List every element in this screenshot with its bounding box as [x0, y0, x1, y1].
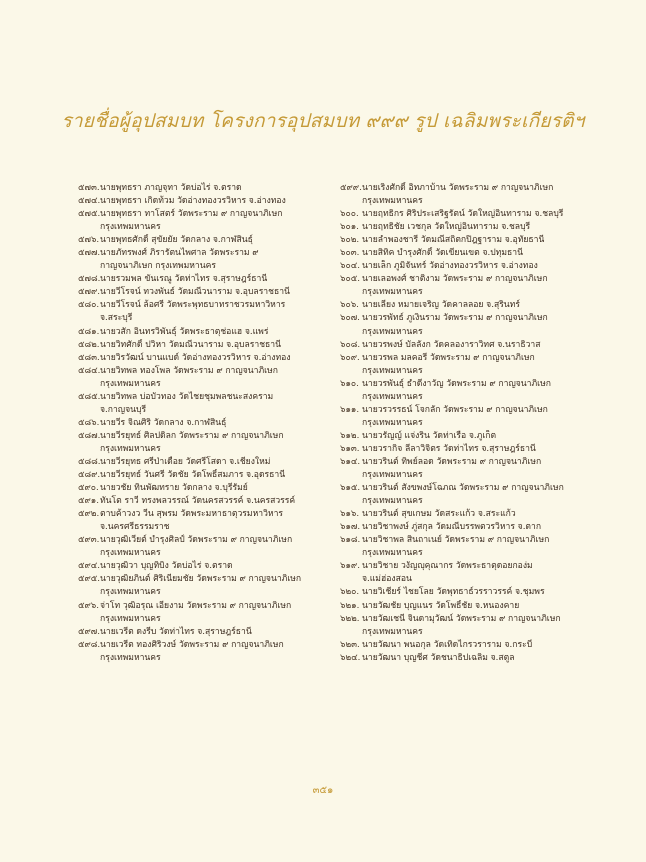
entry-number: ๖๒๔. — [340, 652, 361, 663]
entry-text: นายวีโรจน์ ล้อศรี วัดพระพุทธบาทราชวรมหาวิหาร — [100, 300, 286, 311]
list-item — [78, 443, 332, 456]
entry-text: นายพุทธรา เกิดท้วม วัดอ่างทองวรวิหาร จ.อ่างทอง — [100, 196, 286, 207]
entry-text: นายวุฒิเวียต์ บำรุงศิลป์ วัดพระราม ๙ กาญจนาภิเษก — [100, 535, 293, 546]
entry-text: นายเริงศักดิ์ อิทภาบ้าน วัดพระราม ๙ กาญจนาภิเษก — [362, 183, 554, 193]
right-column — [340, 182, 610, 665]
list-item — [78, 260, 332, 273]
entry-number: ๖๑๒. — [340, 430, 360, 441]
entry-number: ๖๐๒. — [340, 235, 360, 246]
entry-number — [340, 391, 362, 404]
entry-number — [78, 221, 100, 234]
entry-number: ๕๙๔. — [78, 561, 101, 572]
entry-text: นายเล็ก ภูมิจันทร์ วัดอ่างทองวรวิหาร จ.อ่างทอง — [362, 261, 538, 272]
entry-number — [340, 547, 362, 560]
list-item — [340, 260, 610, 273]
entry-number: ๖๐๖. — [340, 300, 359, 311]
entry-number: ๖๑๐. — [340, 378, 359, 389]
entry-text: นายเวรีต ดงรีบ วัดท่าไทร จ.สุราษฎร์ธานี — [100, 626, 252, 637]
entry-number: ๕๙๕. — [78, 574, 101, 585]
list-item — [78, 573, 332, 586]
list-item — [340, 299, 610, 312]
list-item — [78, 286, 332, 299]
entry-number: ๕๘๖. — [78, 417, 100, 428]
entry-text: นายเลียง หมายเจริญ วัดคาลลอย จ.สุรินทร์ — [362, 300, 520, 311]
page-title: รายชื่อผู้อุปสมบท โครงการอุปสมบท ๙๙๙ รูป เฉลิมพระเกียรติฯ — [61, 110, 585, 132]
entry-number — [340, 626, 362, 639]
entry-text: นายวัฒชัย บุญแนร วัดโพธิ์ชัย จ.หนองคาย — [362, 600, 520, 611]
list-item — [78, 521, 332, 534]
list-item — [78, 495, 332, 508]
entry-text: นายวิเชียร์ ไชยโลย วัดพุทธาธ์วรราวรรค์ จ.ชุมพร — [362, 587, 545, 598]
entry-text: นายวรพันธ์ุ ธำดีงาวัญ วัดพระราม ๙ กาญจนาภิเษก — [362, 378, 551, 389]
list-item — [78, 299, 332, 312]
entry-text: นายวรพงษ์ บัลลังก วัดคลองาราวิทศ จ.นราธิวาส — [362, 339, 541, 350]
entry-text: กรุงเทพมหานคร — [362, 391, 423, 402]
list-item — [340, 482, 610, 495]
list-item — [340, 339, 610, 352]
entry-text: กรุงเทพมหานคร — [362, 626, 423, 637]
entry-text: นายสิทิค บำรุงศักดิ์ วัดเขียนเขต จ.ปทุมธานี — [362, 248, 523, 259]
entry-text: นายเลอพงศ์ ชาติงาม วัดพระราม ๙ กาญจนาภิเษก — [362, 274, 548, 285]
list-item — [78, 586, 332, 599]
entry-text: นายวิทศักดิ์ ปวิหา วัดมณีวนาราม จ.อุบลราชธานี — [100, 339, 281, 350]
list-item — [340, 312, 610, 325]
entry-number: ๖๒๒. — [340, 613, 360, 624]
entry-text: นายฤทธิกร ศิริประเสริฐรัตน์ วัดใหญ่อินทาราม จ.ชลบุรี — [362, 209, 564, 220]
list-item — [340, 469, 610, 482]
entry-number: ๖๒๓. — [340, 639, 360, 650]
entry-number — [78, 613, 100, 626]
entry-text: กรุงเทพมหานคร — [362, 470, 423, 481]
entry-number: ๕๙๒. — [78, 509, 100, 520]
entry-text: กรุงเทพมหานคร — [362, 548, 423, 559]
page-number: ๓๕๑ — [312, 785, 334, 796]
entry-text: จ.แม่ฮ่องสอน — [362, 574, 412, 585]
list-item — [78, 273, 332, 286]
list-item — [340, 547, 610, 560]
entry-text: กรุงเทพมหานคร — [362, 287, 423, 298]
entry-number: ๕๗๗. — [78, 248, 101, 259]
entry-text: นายฤทธิชัย เวชกุล วัดใหญ่อินทาราม จ.ชลบุรี — [362, 222, 531, 233]
entry-number: ๖๐๓. — [340, 248, 360, 259]
left-column — [78, 182, 332, 665]
list-item — [78, 417, 332, 430]
entry-text: กรุงเทพมหานคร — [100, 548, 161, 559]
entry-text: นายพุทธรา ทาโสตร์ วัดพระราม ๙ กาญจนาภิเษก — [100, 209, 283, 220]
entry-number: ๕๙๖. — [78, 600, 99, 611]
list-item — [340, 586, 610, 599]
entry-number: ๖๑๗. — [340, 522, 361, 533]
entry-number — [78, 312, 100, 325]
list-item — [340, 560, 610, 573]
entry-text: นายพุทธศักดิ์ สุขัยยัย วัดกลาง จ.กาฬสินธุ์ — [100, 235, 253, 246]
list-item — [340, 221, 610, 234]
entry-number: ๕๙๓. — [78, 535, 100, 546]
entry-text: ตาบค้าวงว วีน สุพรม วัดพระมหาธาตุวรมหาวิหาร — [100, 509, 284, 520]
entry-number: ๖๐๗. — [340, 313, 360, 324]
list-item — [340, 456, 610, 469]
list-item — [340, 208, 610, 221]
entry-text: นายวรพล มลคอรี วัดพระราม ๙ กาญจนาภิเษก — [362, 352, 535, 363]
entry-text: นายวรพัทธ์ ภูเงินราม วัดพระราม ๙ กาญจนาภิเษก — [362, 313, 548, 324]
entry-text: นายวิชาย วงัญญุคุณากร วัดพระธาตุดอยกอง่ม — [362, 561, 533, 572]
entry-text: กรุงเทพมหานคร — [362, 365, 423, 376]
entry-text: นายวัฒเชนี จินดามุวัฒน์ วัดพระราม ๙ กาญจนาภิเษก — [362, 613, 561, 624]
list-item — [340, 391, 610, 404]
list-item — [78, 456, 332, 469]
entry-text: นายวรินต์ สังขพงษ์โฉภณ วัดพระราม ๙ กาญจนาภิเษก — [362, 483, 564, 494]
entry-number: ๕๗๔. — [78, 196, 101, 207]
entry-text: นายลำพองชารี วัดมณีสถิตกปิฎฐาราม จ.อุทัยธานี — [362, 235, 545, 246]
entry-text: นายวิทพล ทองโพล วัดพระราม ๙ กาญจนาภิเษก — [100, 365, 278, 376]
entry-number — [78, 443, 100, 456]
entry-text: นายวรินต์ ทิพย์ลอด วัดพระราม ๙ กาญจนาภิเษก — [362, 456, 542, 467]
entry-number: ๕๘๗. — [78, 430, 101, 441]
entry-number — [340, 469, 362, 482]
list-item — [78, 560, 332, 573]
list-item — [340, 352, 610, 365]
list-item — [340, 639, 610, 652]
entry-text: นายวีรยุทธ ศรีป่าเดื่อย วัดศรีโสดา จ.เชียงใหม่ — [100, 456, 271, 467]
entry-number: ๕๘๑. — [78, 326, 100, 337]
entry-text: นายวิรวัฒน์ บานแบด์ วัดอ่างทองวรวิหาร จ.อ่างทอง — [100, 352, 291, 363]
entry-text: กรุงเทพมหานคร — [100, 587, 161, 598]
list-item — [340, 286, 610, 299]
entry-number: ๕๗๖. — [78, 235, 100, 246]
entry-text: กาญจนาภิเษก กรุงเทพมหานคร — [100, 261, 216, 272]
list-item — [78, 547, 332, 560]
entry-number: ๖๒๑. — [340, 600, 360, 611]
entry-number: ๕๘๐. — [78, 300, 100, 311]
entry-text: นายวีโรจน์ ทวงพันธ์ วัดมณีวนาราม จ.อุบลราชธานี — [100, 287, 290, 298]
list-item — [78, 639, 332, 652]
entry-text: กรุงเทพมหานคร — [100, 222, 161, 233]
entry-number — [340, 195, 362, 208]
list-item — [78, 326, 332, 339]
entry-number — [78, 586, 100, 599]
entry-text: นายวัฒนา พนอกุล วัดเทิดไกรวราราม จ.กระบี่ — [362, 639, 533, 650]
entry-text: นายวุฒิวา บุญทิบิง วัดบ่อไร่ จ.ตราด — [100, 561, 233, 572]
list-item — [340, 534, 610, 547]
entry-number — [340, 365, 362, 378]
entry-number: ๖๑๔. — [340, 456, 361, 467]
entry-text: นายพุทธรา ภาญจุทา วัดบ่อไร่ จ.ตราด — [100, 183, 242, 193]
entry-text: จ.สระบุรี — [100, 313, 133, 324]
list-item — [340, 573, 610, 586]
entry-number: ๕๙๑. — [78, 496, 99, 507]
list-item — [78, 652, 332, 665]
list-item — [340, 247, 610, 260]
entry-text: นายวีร จิณศิริ วัดกลาง จ.กาฬสินธุ์ — [100, 417, 227, 428]
entry-number: ๕๘๔. — [78, 365, 101, 376]
entry-number — [78, 260, 100, 273]
entry-text: นายวสัก อินทรวิพันธุ์ วัดพระธาตุช่อแฮ จ.แพร่ — [100, 326, 269, 337]
entry-number: ๖๑๘. — [340, 535, 361, 546]
entry-number — [340, 495, 362, 508]
list-item — [340, 365, 610, 378]
entry-number — [78, 547, 100, 560]
entry-number: ๕๙๘. — [78, 639, 101, 650]
entry-number — [340, 286, 362, 299]
entry-number: ๕๙๙. — [340, 183, 362, 193]
entry-number: ๖๐๔. — [340, 261, 360, 272]
entry-number — [78, 404, 100, 417]
list-item — [78, 469, 332, 482]
list-item — [78, 626, 332, 639]
list-item — [78, 508, 332, 521]
list-item — [340, 430, 610, 443]
list-item — [78, 378, 332, 391]
entry-number: ๖๐๙. — [340, 352, 360, 363]
list-item — [78, 613, 332, 626]
list-item — [340, 613, 610, 626]
list-item — [78, 404, 332, 417]
entry-number: ๖๑๕. — [340, 483, 361, 494]
entry-text: นายวีรยุทธ์ วันศรี วัดชัย วัดโพธิ์สมภาร จ.อุดรธานี — [100, 470, 286, 481]
entry-text: นายวิชาพงษ์ ภู่สกุล วัดมณีบรรพตวรวิหาร จ.ตาก — [362, 522, 542, 533]
list-item — [340, 378, 610, 391]
entry-text: จ่าโท วุฒิอรุณ เอียงาม วัดพระราม ๙ กาญจนาภิเษก — [100, 600, 292, 611]
entry-text: นายวรวรรธน์ โจกลัก วัดพระราม ๙ กาญจนาภิเษก — [362, 404, 548, 415]
entry-text: นายรวมพล ขันเรณู วัดท่าไทร จ.สุราษฎร์ธานี — [100, 274, 268, 285]
list-item — [340, 234, 610, 247]
entry-number: ๕๘๒. — [78, 339, 100, 350]
entry-text: นายเวรีต ทองศิริวงษ์ วัดพระราม ๙ กาญจนาภิเษก — [100, 639, 284, 650]
entry-number: ๕๘๘. — [78, 456, 101, 467]
list-item — [78, 482, 332, 495]
list-item — [78, 430, 332, 443]
entry-text: กรุงเทพมหานคร — [100, 613, 161, 624]
entry-text: กรุงเทพมหานคร — [362, 196, 423, 207]
list-item — [78, 195, 332, 208]
list-item — [340, 195, 610, 208]
list-item — [340, 600, 610, 613]
entry-number — [340, 573, 362, 586]
list-item — [340, 626, 610, 639]
entry-number: ๕๙๐. — [78, 483, 99, 494]
entry-number — [340, 417, 362, 430]
entry-number: ๖๑๙. — [340, 561, 360, 572]
list-item — [340, 326, 610, 339]
entry-text: นายวชัย ทินพัฒทราย วัดกลาง จ.บุรีรัมย์ — [100, 483, 248, 494]
list-item — [340, 404, 610, 417]
list-item — [78, 247, 332, 260]
list-item — [78, 312, 332, 325]
list-item — [78, 339, 332, 352]
entry-text: กรุงเทพมหานคร — [100, 652, 161, 663]
entry-text: กรุงเทพมหานคร — [100, 378, 161, 389]
list-item — [78, 208, 332, 221]
entry-text: นายภัทรพงศ์ ภิรารัตนไพศาล วัดพระราม ๙ — [100, 248, 259, 259]
entry-text: นายวรินต์ สุขเกษม วัดสระแก้ว จ.สระแก้ว — [362, 509, 516, 520]
list-item — [78, 234, 332, 247]
entry-text: ทันโต ราวี ทรงพลวรรณ์ วัดนครสวรรค์ จ.นครสวรรค์ — [100, 496, 296, 507]
entry-number — [78, 378, 100, 391]
entry-number: ๕๗๕. — [78, 209, 101, 220]
list-item — [340, 273, 610, 286]
entry-number: ๕๗๘. — [78, 274, 101, 285]
list-item — [340, 495, 610, 508]
entry-number: ๖๐๕. — [340, 274, 360, 285]
entry-text: กรุงเทพมหานคร — [362, 417, 423, 428]
entry-text: กรุงเทพมหานคร — [362, 496, 423, 507]
entry-number: ๖๑๑. — [340, 404, 360, 415]
list-item — [340, 182, 610, 195]
entry-number: ๕๘๕. — [78, 391, 101, 402]
list-item — [340, 521, 610, 534]
entry-text: กรุงเทพมหานคร — [362, 326, 423, 337]
entry-number: ๕๗๓. — [78, 183, 100, 193]
list-item — [78, 365, 332, 378]
entry-text: นายวุฒิยภินต์ ศิริเนียมชัย วัดพระราม ๙ กาญจนาภิเษก — [100, 574, 302, 585]
entry-number — [78, 521, 100, 534]
entry-text: นายวิทพล บ่อบัวทอง วัดไชยชุมพลชนะสงคราม — [100, 391, 274, 402]
entry-number: ๕๘๙. — [78, 470, 101, 481]
list-item — [340, 508, 610, 521]
entry-text: นายวรัญญ์ แจ่งริน วัดท่าเรือ จ.ภูเก็ต — [362, 430, 497, 441]
list-item — [78, 600, 332, 613]
list-item — [78, 221, 332, 234]
list-item — [340, 417, 610, 430]
entry-text: จ.กาญจนบุรี — [100, 404, 147, 415]
entry-number: ๕๘๓. — [78, 352, 100, 363]
entry-number: ๖๒๐. — [340, 587, 360, 598]
entry-number: ๖๐๐. — [340, 209, 359, 220]
list-item — [340, 443, 610, 456]
list-item — [78, 391, 332, 404]
entry-number: ๖๐๑. — [340, 222, 359, 233]
entry-text: นายวัฒนา บุญชีศ วัดชนาธิปเฉลิม จ.สตูล — [362, 652, 515, 663]
entry-text: จ.นครศรีธรรมราช — [100, 522, 170, 533]
entry-number — [78, 652, 100, 665]
entry-number: ๕๗๙. — [78, 287, 100, 298]
list-item — [78, 182, 332, 195]
entry-text: กรุงเทพมหานคร — [100, 443, 161, 454]
entry-text: นายวีรยุทธ์ ศิลปดิลก วัดพระราม ๙ กาญจนาภิเษก — [100, 430, 284, 441]
entry-number: ๖๐๘. — [340, 339, 361, 350]
entry-number — [340, 326, 362, 339]
list-item — [78, 352, 332, 365]
list-item — [78, 534, 332, 547]
list-item — [340, 652, 610, 665]
entry-number: ๖๑๖. — [340, 509, 360, 520]
entry-number: ๖๑๓. — [340, 443, 360, 454]
entry-number: ๕๙๗. — [78, 626, 100, 637]
entry-text: นายวิชาพล สินถาเนย์ วัดพระราม ๙ กาญจนาภิเษก — [362, 535, 550, 546]
entry-text: นายวรากิจ ลีลาวิจิตร วัดท่าไทร จ.สุราษฎร์ธานี — [362, 443, 536, 454]
